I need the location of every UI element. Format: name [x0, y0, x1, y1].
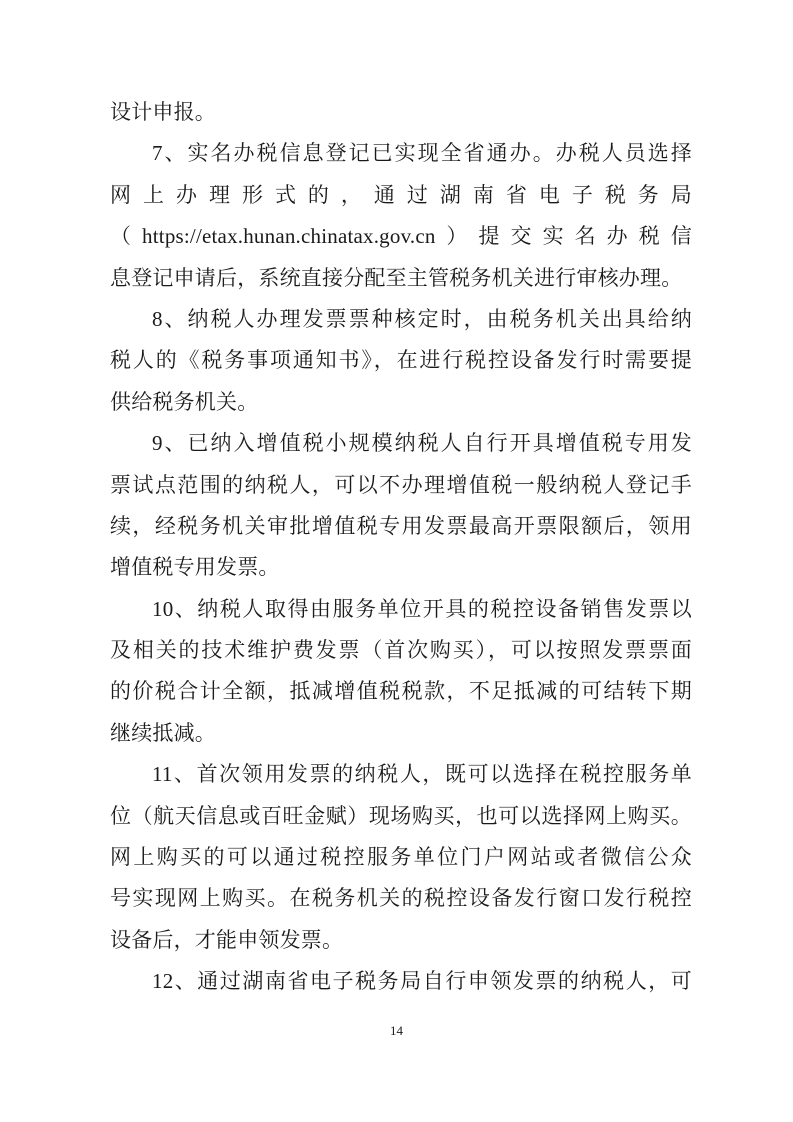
- text-line: 供给税务机关。: [110, 389, 259, 414]
- page-number: 14: [390, 1023, 403, 1038]
- paragraph-10: [110, 589, 692, 755]
- text-line: 位（航天信息或百旺金赋）现场购买，也可以选择网上购买。: [110, 803, 692, 828]
- paragraph-7: [110, 133, 692, 299]
- text-line: 的价税合计全额，抵减增值税税款，不足抵减的可结转下期: [110, 679, 692, 704]
- text-line: 继续抵减。: [110, 720, 216, 745]
- text-line: 税人的《税务事项通知书》，在进行税控设备发行时需要提: [110, 348, 692, 373]
- text-line: 10、纳税人取得由服务单位开具的税控设备销售发票以: [152, 596, 692, 621]
- text-line: （https://etax.hunan.chinatax.gov.cn）提交实名办税信: [110, 224, 692, 249]
- paragraph-9: [110, 423, 692, 589]
- paragraph-continuation: [110, 92, 692, 133]
- text-line: 9、已纳入增值税小规模纳税人自行开具增值税专用发: [152, 431, 692, 456]
- text-line: 7、实名办税信息登记已实现全省通办。办税人员选择: [152, 141, 692, 166]
- text-line: 网上办理形式的，通过湖南省电子税务局: [110, 182, 692, 207]
- paragraph-8: [110, 299, 692, 423]
- text-line: 12、通过湖南省电子税务局自行申领发票的纳税人，可: [152, 969, 692, 994]
- text-line: 票试点范围的纳税人，可以不办理增值税一般纳税人登记手: [110, 472, 692, 497]
- text-line: 11、首次领用发票的纳税人，既可以选择在税控服务单: [152, 762, 692, 787]
- paragraph-11: [110, 754, 692, 961]
- text-line: 增值税专用发票。: [110, 555, 280, 580]
- paragraph-12: [110, 961, 692, 1002]
- text-line: 网上购买的可以通过税控服务单位门户网站或者微信公众: [110, 845, 692, 870]
- text-line: 续，经税务机关审批增值税专用发票最高开票限额后，领用: [110, 513, 692, 538]
- text-line: 设计申报。: [110, 100, 216, 124]
- text-line: 息登记申请后，系统直接分配至主管税务机关进行审核办理。: [110, 265, 683, 290]
- text-line: 8、纳税人办理发票票种核定时，由税务机关出具给纳: [152, 306, 692, 331]
- text-line: 号实现网上购买。在税务机关的税控设备发行窗口发行税控: [110, 886, 692, 911]
- text-line: 设备后，才能申领发票。: [110, 927, 344, 952]
- document-body: [110, 92, 692, 1003]
- text-line: 及相关的技术维护费发票（首次购买），可以按照发票票面: [110, 638, 692, 663]
